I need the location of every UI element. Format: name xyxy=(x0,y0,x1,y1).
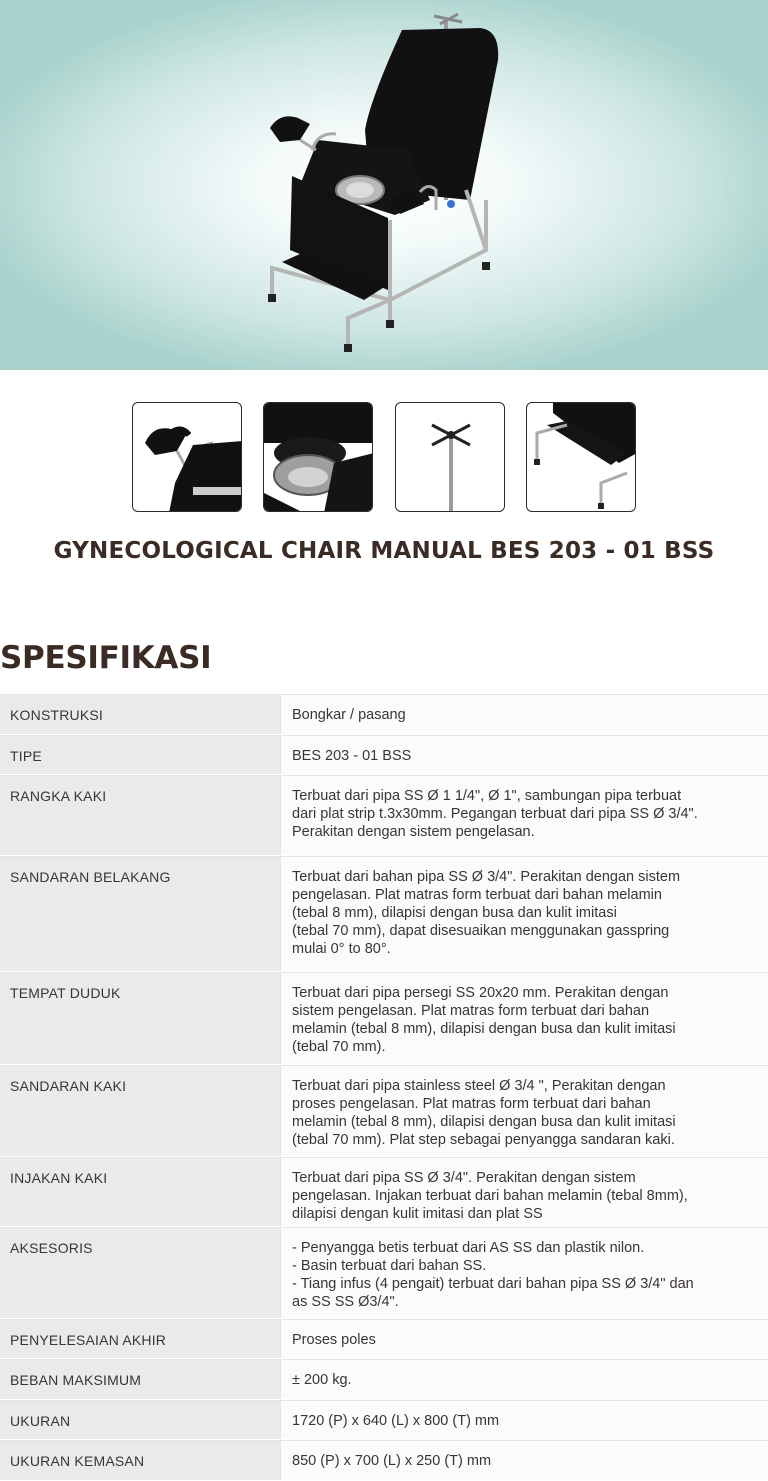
spec-value: 850 (P) x 700 (L) x 250 (T) mm xyxy=(280,1441,768,1480)
spec-row xyxy=(0,856,768,972)
product-title: GYNECOLOGICAL CHAIR MANUAL BES 203 - 01 BSS xyxy=(53,538,715,564)
spec-value: Terbuat dari pipa persegi SS 20x20 mm. Perakitan dengan sistem pengelasan. Plat matras form terbuat dari bahan melamin (tebal 8 mm), dilapisi dengan busa dan kulit imitasi (tebal 70 mm). xyxy=(280,973,768,1064)
spec-value: ± 200 kg. xyxy=(280,1360,768,1399)
spec-label: UKURAN KEMASAN xyxy=(0,1441,280,1480)
thumbnail-basin[interactable] xyxy=(263,402,373,512)
product-hero-image xyxy=(0,0,768,370)
spec-label: PENYELESAIAN AKHIR xyxy=(0,1320,280,1358)
spec-value: Terbuat dari pipa SS Ø 1 1/4", Ø 1", sambungan pipa terbuat dari plat strip t.3x30mm. Pegangan terbuat dari pipa SS Ø 3/4". Perakitan dengan sistem pengelasan. xyxy=(280,776,768,855)
basin-thumbnail-image xyxy=(264,403,373,512)
thumbnail-gallery xyxy=(132,402,638,512)
leg-holder-thumbnail-image xyxy=(133,403,242,512)
spec-value: - Penyangga betis terbuat dari AS SS dan plastik nilon. - Basin terbuat dari bahan SS. - Tiang infus (4 pengait) terbuat dari bahan pipa SS Ø 3/4" dan as SS SS Ø3/4". xyxy=(280,1228,768,1318)
spec-label: SANDARAN KAKI xyxy=(0,1066,280,1156)
spec-label: RANGKA KAKI xyxy=(0,776,280,855)
spec-label: TIPE xyxy=(0,736,280,774)
spec-label: BEBAN MAKSIMUM xyxy=(0,1360,280,1399)
thumbnail-footrest[interactable] xyxy=(526,402,636,512)
spec-row xyxy=(0,1319,768,1359)
spec-table xyxy=(0,694,768,1481)
spec-row xyxy=(0,972,768,1065)
spec-label: TEMPAT DUDUK xyxy=(0,973,280,1064)
spec-label: KONSTRUKSI xyxy=(0,695,280,734)
infusion-pole-thumbnail-image xyxy=(396,403,505,512)
footrest-thumbnail-image xyxy=(527,403,636,512)
spec-row xyxy=(0,1359,768,1400)
spec-label: UKURAN xyxy=(0,1401,280,1439)
spec-heading: SPESIFIKASI xyxy=(0,640,212,676)
spec-row xyxy=(0,1065,768,1157)
spec-value: Proses poles xyxy=(280,1320,768,1358)
spec-value: Terbuat dari pipa stainless steel Ø 3/4 ", Perakitan dengan proses pengelasan. Plat matras form terbuat dari bahan melamin (tebal 8 mm), dilapisi dengan busa dan kulit imitasi (tebal 70 mm). Plat step sebagai penyangga sandaran kaki. xyxy=(280,1066,768,1156)
spec-row xyxy=(0,1157,768,1227)
spec-row xyxy=(0,1227,768,1319)
spec-label: AKSESORIS xyxy=(0,1228,280,1318)
spec-row xyxy=(0,1400,768,1440)
spec-row xyxy=(0,1440,768,1481)
spec-value: BES 203 - 01 BSS xyxy=(280,736,768,774)
spec-value: 1720 (P) x 640 (L) x 800 (T) mm xyxy=(280,1401,768,1439)
thumbnail-infusion-pole[interactable] xyxy=(395,402,505,512)
spec-value: Terbuat dari bahan pipa SS Ø 3/4". Perakitan dengan sistem pengelasan. Plat matras form terbuat dari bahan melamin (tebal 8 mm), dilapisi dengan busa dan kulit imitasi (tebal 70 mm), dapat disesuaikan menggunakan gasspring mulai 0° to 80°. xyxy=(280,857,768,971)
gynecological-chair-illustration xyxy=(0,0,768,370)
spec-row xyxy=(0,735,768,775)
spec-value: Bongkar / pasang xyxy=(280,695,768,734)
spec-label: INJAKAN KAKI xyxy=(0,1158,280,1226)
spec-label: SANDARAN BELAKANG xyxy=(0,857,280,971)
spec-value: Terbuat dari pipa SS Ø 3/4". Perakitan dengan sistem pengelasan. Injakan terbuat dari bahan melamin (tebal 8mm), dilapisi dengan kulit imitasi dan plat SS xyxy=(280,1158,768,1226)
spec-row xyxy=(0,775,768,856)
spec-row xyxy=(0,694,768,735)
thumbnail-leg-holder[interactable] xyxy=(132,402,242,512)
